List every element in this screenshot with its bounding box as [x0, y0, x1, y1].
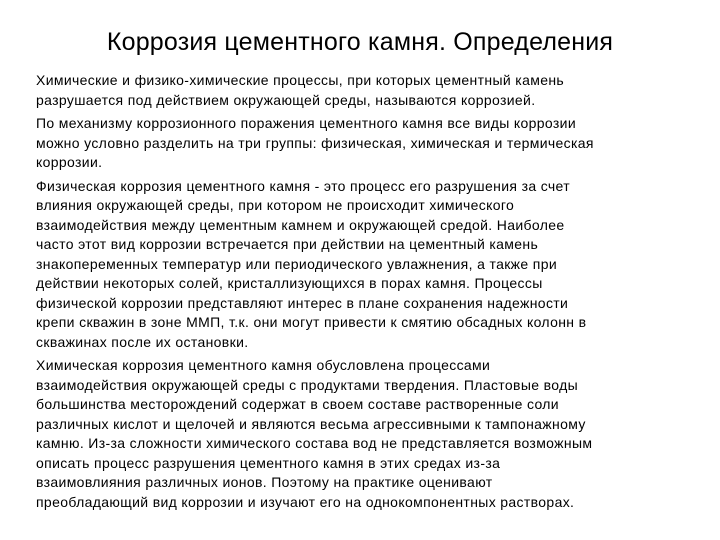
text-line: Химические и физико-химические процессы, при которых цементный камень	[36, 72, 565, 88]
paragraph-chemical-corrosion	[36, 356, 696, 512]
text-line: камню. Из-за сложности химического состава вод не представляется возможным	[36, 435, 593, 451]
text-line: крепи скважин в зоне ММП, т.к. они могут привести к смятию обсадных колонн в	[36, 314, 587, 330]
paragraph-definition	[36, 71, 696, 110]
text-line: действии некоторых солей, кристаллизующихся в порах камня. Процессы	[36, 275, 543, 291]
text-line: большинства месторождений содержат в своем составе растворенные соли	[36, 396, 559, 412]
text-line: взаимодействия между цементным камнем и окружающей средой. Наиболее	[36, 216, 565, 233]
text-line: По механизму коррозионного поражения цементного камня все виды коррозии	[36, 115, 576, 131]
text-line: разрушается под действием окружающей среды, называются коррозией.	[36, 91, 536, 108]
text-line: описать процесс разрушения цементного камня в этих средах из-за	[36, 454, 501, 471]
slide-body	[36, 71, 696, 516]
text-line: часто этот вид коррозии встречается при действии на цементный камень	[36, 236, 539, 252]
text-line: преобладающий вид коррозии и изучают его на однокомпонентных растворах.	[36, 493, 575, 510]
text-line: коррозии.	[36, 154, 103, 170]
text-line: взаимодействия окружающей среды с продуктами твердения. Пластовые воды	[36, 376, 579, 393]
text-line: можно условно разделить на три группы: физическая, химическая и термическая	[36, 134, 594, 151]
text-line: скважинах после их остановки.	[36, 333, 249, 350]
paragraph-classification	[36, 114, 696, 173]
text-line: знакопеременных температур или периодического увлажнения, а также при	[36, 255, 558, 272]
text-line: различных кислот и щелочей и являются весьма агрессивными к тампонажному	[36, 415, 586, 432]
text-line: Физическая коррозия цементного камня - это процесс его разрушения за счет	[36, 177, 570, 194]
text-line: Химическая коррозия цементного камня обусловлена процессами	[36, 357, 491, 373]
text-line: влияния окружающей среды, при котором не происходит химического	[36, 197, 515, 213]
text-line: взаимовлияния различных ионов. Поэтому на практике оценивают	[36, 474, 493, 490]
slide-title: Коррозия цементного камня. Определения	[106, 28, 614, 56]
text-line: физической коррозии представляют интерес в плане сохранения надежности	[36, 294, 569, 311]
paragraph-physical-corrosion	[36, 177, 696, 353]
